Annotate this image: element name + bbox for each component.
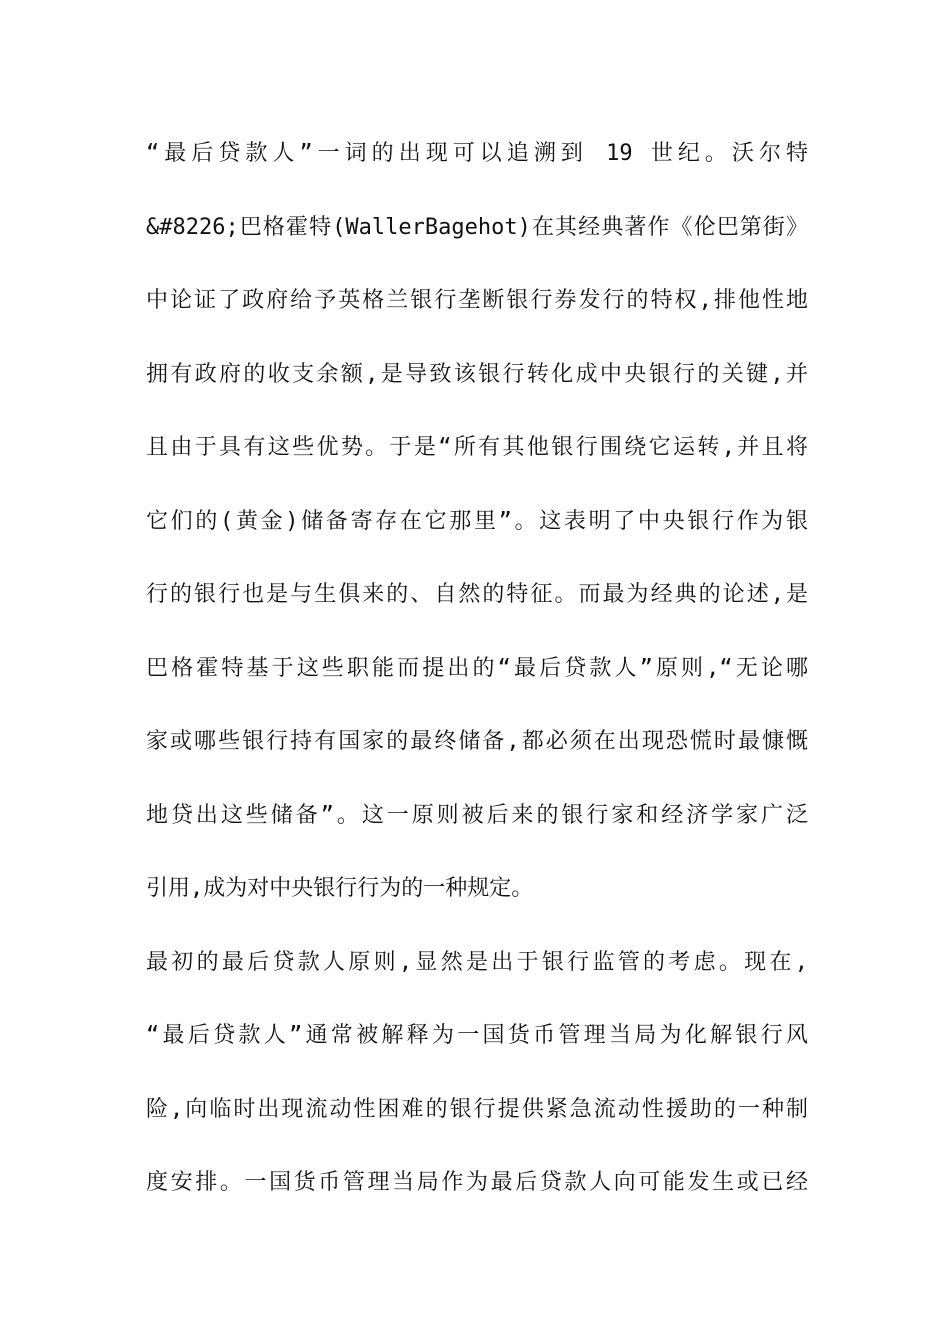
text-line-14: 险,向临时出现流动性困难的银行提供紧急流动性援助的一种制 — [146, 1096, 808, 1122]
text-line-9: 家或哪些银行持有国家的最终储备,都必须在出现恐慌时最慷慨 — [146, 729, 808, 754]
text-line-10: 地贷出这些储备”。这一原则被后来的银行家和经济学家广泛 — [146, 802, 808, 828]
text-line-5: 且由于具有这些优势。于是“所有其他银行围绕它运转,并且将 — [146, 435, 808, 460]
text-line-1: “最后贷款人”一词的出现可以追溯到 19 世纪。沃尔特 — [146, 141, 808, 166]
text-line-13: “最后贷款人”通常被解释为一国货币管理当局为化解银行风 — [146, 1023, 808, 1048]
text-line-3: 中论证了政府给予英格兰银行垄断银行券发行的特权,排他性地 — [146, 288, 808, 313]
text-line-12: 最初的最后贷款人原则,显然是出于银行监管的考虑。现在, — [146, 949, 808, 975]
text-line-8: 巴格霍特基于这些职能而提出的“最后贷款人”原则,“无论哪 — [146, 655, 808, 681]
text-line-11: 引用,成为对中央银行行为的一种规定。 — [146, 876, 534, 901]
text-line-7: 行的银行也是与生俱来的、自然的特征。而最为经典的论述,是 — [146, 582, 808, 607]
text-line-6: 它们的(黄金)储备寄存在它那里”。这表明了中央银行作为银 — [146, 508, 808, 534]
body-text — [146, 128, 808, 1231]
text-line-15: 度安排。一国货币管理当局作为最后贷款人向可能发生或已经 — [146, 1170, 808, 1195]
text-line-4: 拥有政府的收支余额,是导致该银行转化成中央银行的关键,并 — [146, 361, 808, 387]
text-line-2: &#8226;巴格霍特(WallerBagehot)在其经典著作《伦巴第街》 — [146, 214, 808, 240]
